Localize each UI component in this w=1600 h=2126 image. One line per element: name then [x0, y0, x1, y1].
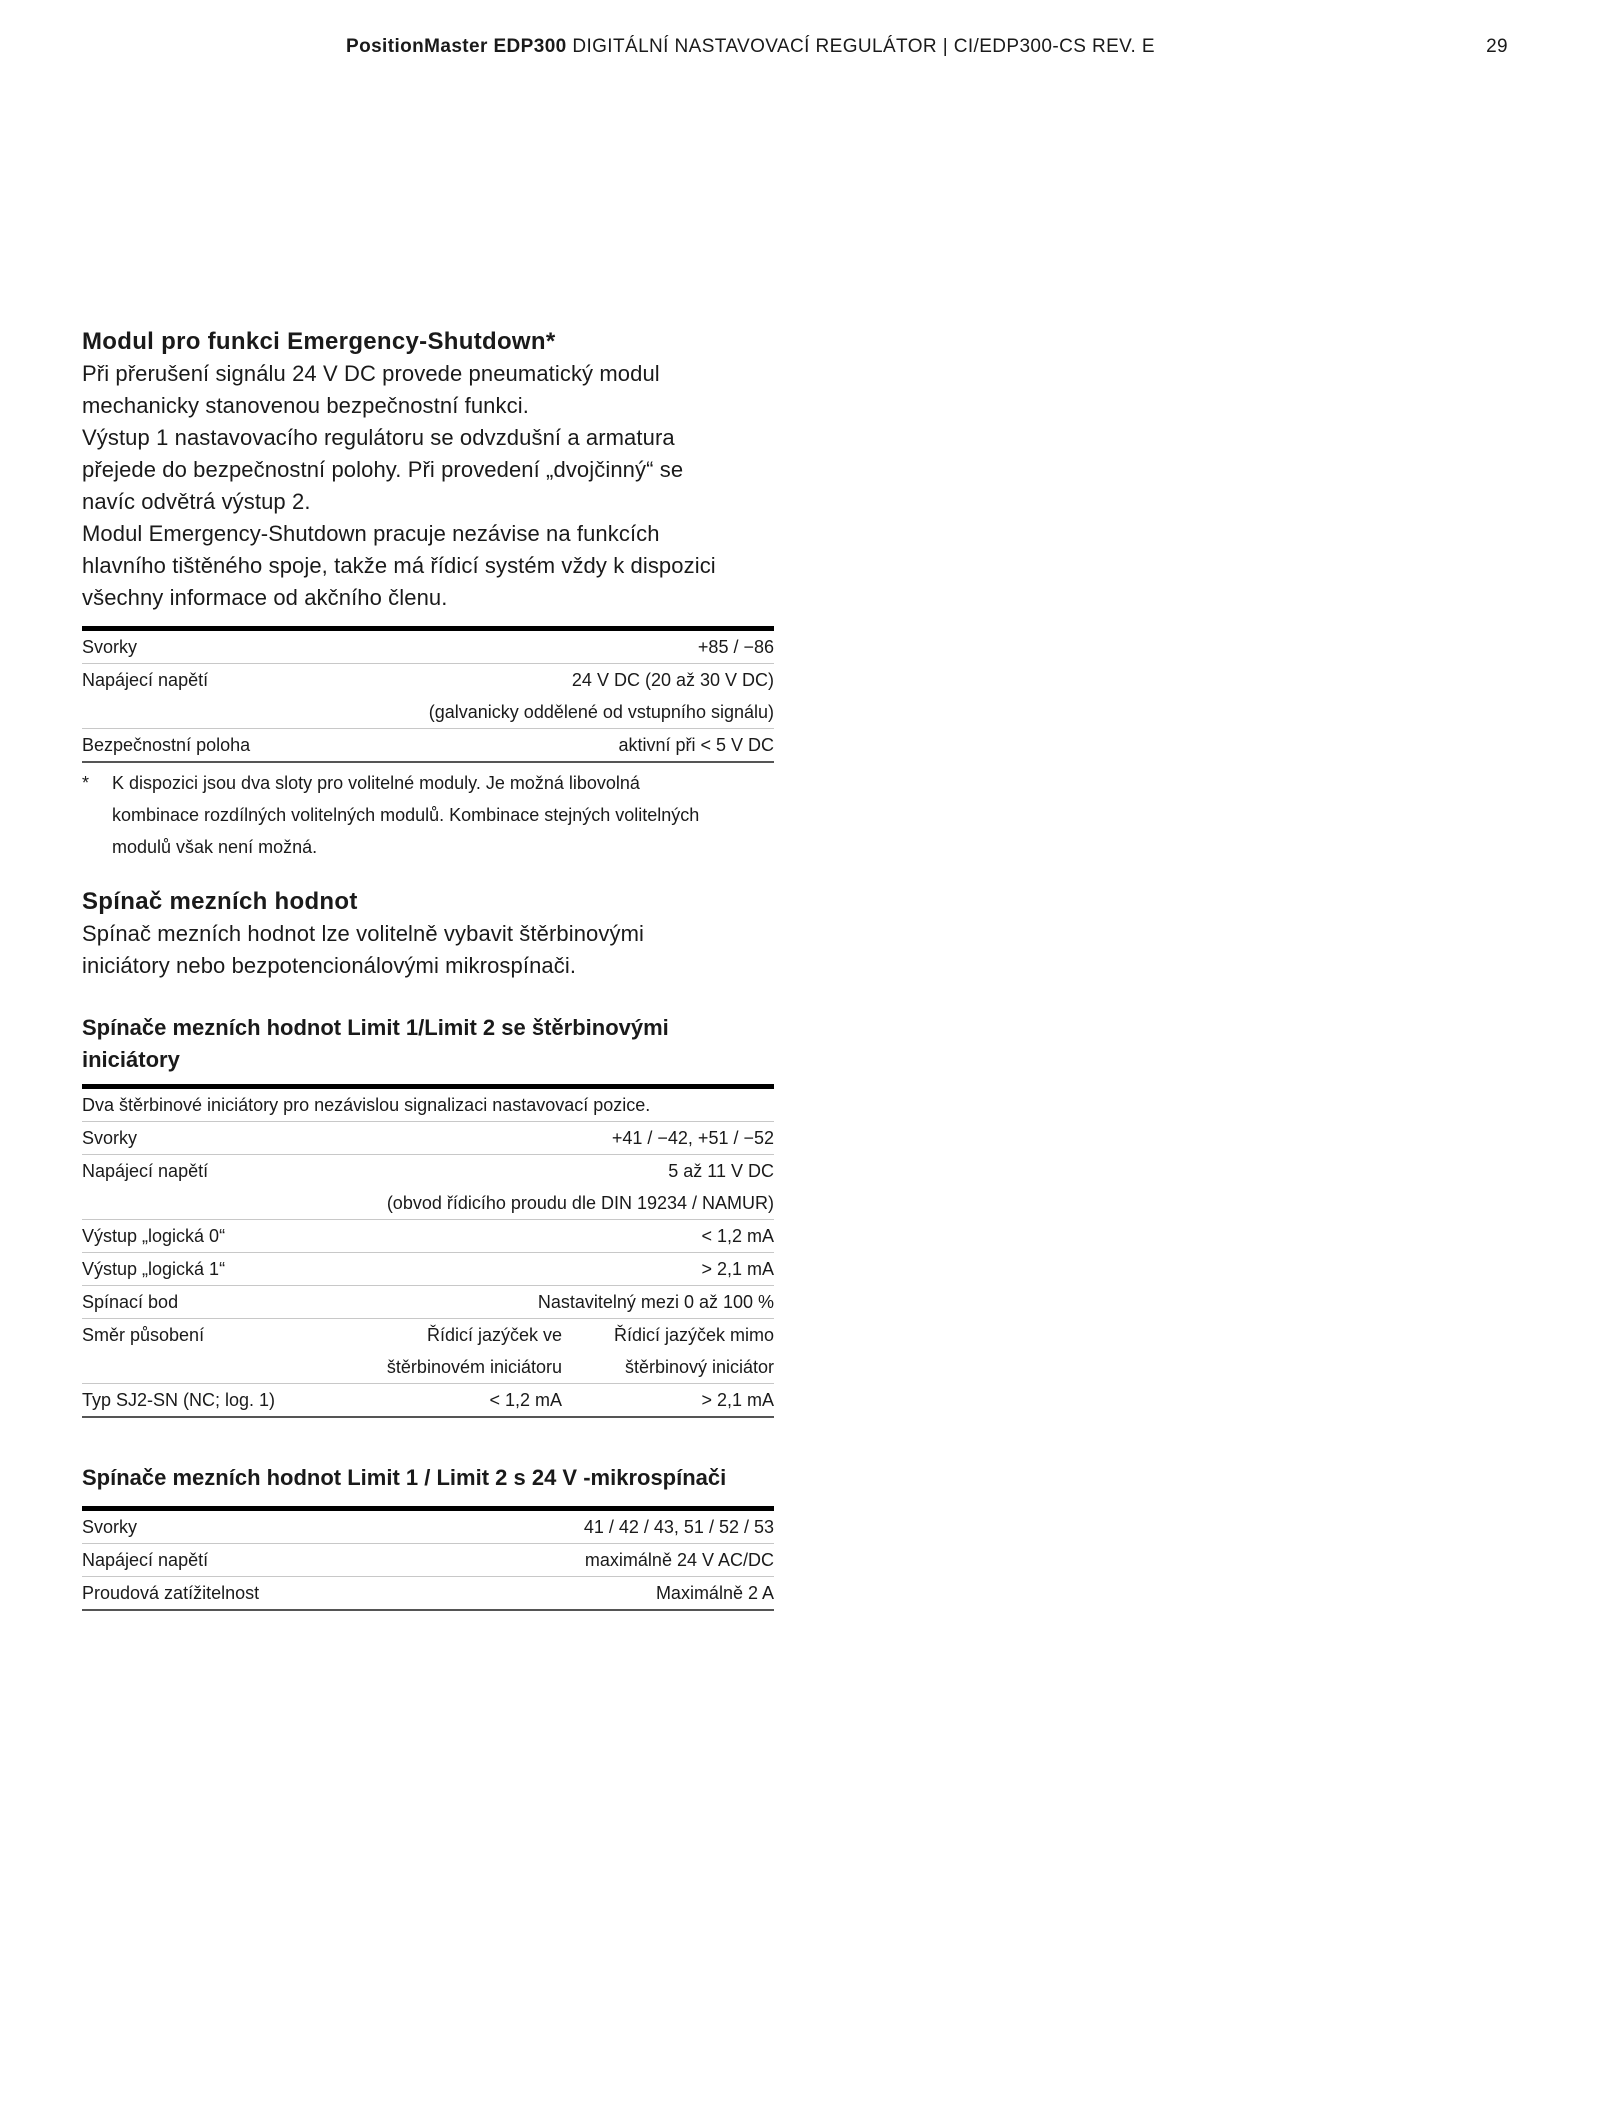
footnote: [82, 767, 774, 863]
spec-label: Výstup „logická 1“: [82, 1253, 352, 1286]
table-intro: Dva štěrbinové iniciátory pro nezávislou signalizaci nastavovací pozice.: [82, 1087, 774, 1122]
spec-value-col3: štěrbinový iniciátor: [624, 1357, 774, 1377]
spec-label: Typ SJ2-SN (NC; log. 1): [82, 1384, 352, 1418]
footnote-marker: *: [82, 773, 90, 793]
limit-section: [82, 886, 774, 982]
spec-label: Bezpečnostní poloha: [82, 729, 309, 763]
table-row: [82, 1087, 774, 1122]
spec-value-col2: Řídicí jazýček ve: [352, 1319, 562, 1352]
spec-value: +41 / −42, +51 / −52: [352, 1122, 774, 1155]
slot-heading-line: iniciátory: [82, 1047, 180, 1072]
spec-label: Směr působení: [82, 1319, 352, 1352]
spec-value: maximálně 24 V AC/DC: [416, 1544, 774, 1577]
table-row: [82, 1319, 774, 1352]
spec-value: 5 až 11 V DC: [352, 1155, 774, 1188]
slot-spec-table: [82, 1084, 774, 1418]
header-separator: |: [942, 36, 949, 57]
spec-label: Výstup „logická 0“: [82, 1220, 352, 1253]
esd-spec-table: [82, 626, 774, 763]
spec-value: > 2,1 mA: [352, 1253, 774, 1286]
spec-value-note: (galvanicky oddělené od vstupního signálu): [428, 702, 774, 722]
spec-value: aktivní při < 5 V DC: [309, 729, 774, 763]
limit-line: iniciátory nebo bezpotencionálovými mikrospínači.: [82, 953, 577, 978]
esd-line: Modul Emergency-Shutdown pracuje nezávise na funkcích: [82, 521, 660, 546]
spec-label: Spínací bod: [82, 1286, 352, 1319]
spec-value: Nastavitelný mezi 0 až 100 %: [352, 1286, 774, 1319]
spec-value-col3: > 2,1 mA: [562, 1384, 774, 1418]
esd-paragraph: [82, 358, 774, 614]
slot-initiator-section: [82, 1012, 774, 1418]
table-row: [82, 1122, 774, 1155]
spec-value: Maximálně 2 A: [416, 1577, 774, 1611]
table-row: [82, 1286, 774, 1319]
page-number: 29: [1486, 36, 1508, 57]
limit-paragraph: [82, 918, 774, 982]
table-row: [82, 1220, 774, 1253]
table-row: [82, 1577, 774, 1611]
micro-spec-table: [82, 1506, 774, 1611]
microswitch-section: [82, 1462, 774, 1611]
spec-value-col3: Řídicí jazýček mimo: [562, 1319, 774, 1352]
footnote-line: modulů však není možná.: [112, 837, 318, 857]
spec-value: +85 / −86: [309, 629, 774, 664]
spec-value-col2: < 1,2 mA: [352, 1384, 562, 1418]
spec-label: Svorky: [82, 629, 309, 664]
product-name: PositionMaster EDP300: [346, 36, 567, 57]
esd-line: mechanicky stanovenou bezpečnostní funkci.: [82, 393, 529, 418]
slot-heading-line: Spínače mezních hodnot Limit 1/Limit 2 se štěrbinovými: [82, 1015, 669, 1040]
spec-label: Napájecí napětí: [82, 1544, 416, 1577]
footnote-line: K dispozici jsou dva sloty pro volitelné moduly. Je možná libovolná: [112, 773, 640, 793]
footnote-line: kombinace rozdílných volitelných modulů. Kombinace stejných volitelných: [112, 805, 700, 825]
spec-value-col2: štěrbinovém iniciátoru: [386, 1357, 562, 1377]
table-row: [82, 1187, 774, 1220]
table-row: [82, 696, 774, 729]
spec-label: Svorky: [82, 1122, 352, 1155]
esd-line: všechny informace od akčního členu.: [82, 585, 448, 610]
spec-label: Svorky: [82, 1509, 416, 1544]
table-row: [82, 629, 774, 664]
table-row: [82, 1509, 774, 1544]
spec-value: 41 / 42 / 43, 51 / 52 / 53: [416, 1509, 774, 1544]
spec-label: Napájecí napětí: [82, 1155, 352, 1188]
table-row: [82, 1351, 774, 1384]
table-row: [82, 664, 774, 697]
table-row: [82, 1155, 774, 1188]
esd-line: přejede do bezpečnostní polohy. Při provedení „dvojčinný“ se: [82, 457, 684, 482]
micro-heading: Spínače mezních hodnot Limit 1 / Limit 2 s 24 V -mikrospínači: [82, 1465, 727, 1490]
spec-label: Napájecí napětí: [82, 664, 309, 697]
esd-heading: Modul pro funkci Emergency-Shutdown*: [82, 328, 556, 355]
spec-label: Proudová zatížitelnost: [82, 1577, 416, 1611]
esd-line: Při přerušení signálu 24 V DC provede pneumatický modul: [82, 361, 660, 386]
running-header: [346, 36, 1508, 58]
document-code: CI/EDP300-CS REV. E: [953, 36, 1155, 57]
spec-value: < 1,2 mA: [352, 1220, 774, 1253]
esd-section: [82, 326, 774, 863]
slot-heading: [82, 1012, 774, 1076]
table-row: [82, 729, 774, 763]
table-row: [82, 1253, 774, 1286]
limit-heading: Spínač mezních hodnot: [82, 888, 358, 915]
spec-value-note: (obvod řídicího proudu dle DIN 19234 / NAMUR): [386, 1193, 774, 1213]
esd-line: Výstup 1 nastavovacího regulátoru se odvzdušní a armatura: [82, 425, 675, 450]
esd-line: navíc odvětrá výstup 2.: [82, 489, 311, 514]
document-title: DIGITÁLNÍ NASTAVOVACÍ REGULÁTOR: [572, 36, 937, 57]
spec-value: 24 V DC (20 až 30 V DC): [309, 664, 774, 697]
limit-line: Spínač mezních hodnot lze volitelně vybavit štěrbinovými: [82, 921, 644, 946]
table-row: [82, 1544, 774, 1577]
esd-line: hlavního tištěného spoje, takže má řídicí systém vždy k dispozici: [82, 553, 716, 578]
table-row: [82, 1384, 774, 1418]
